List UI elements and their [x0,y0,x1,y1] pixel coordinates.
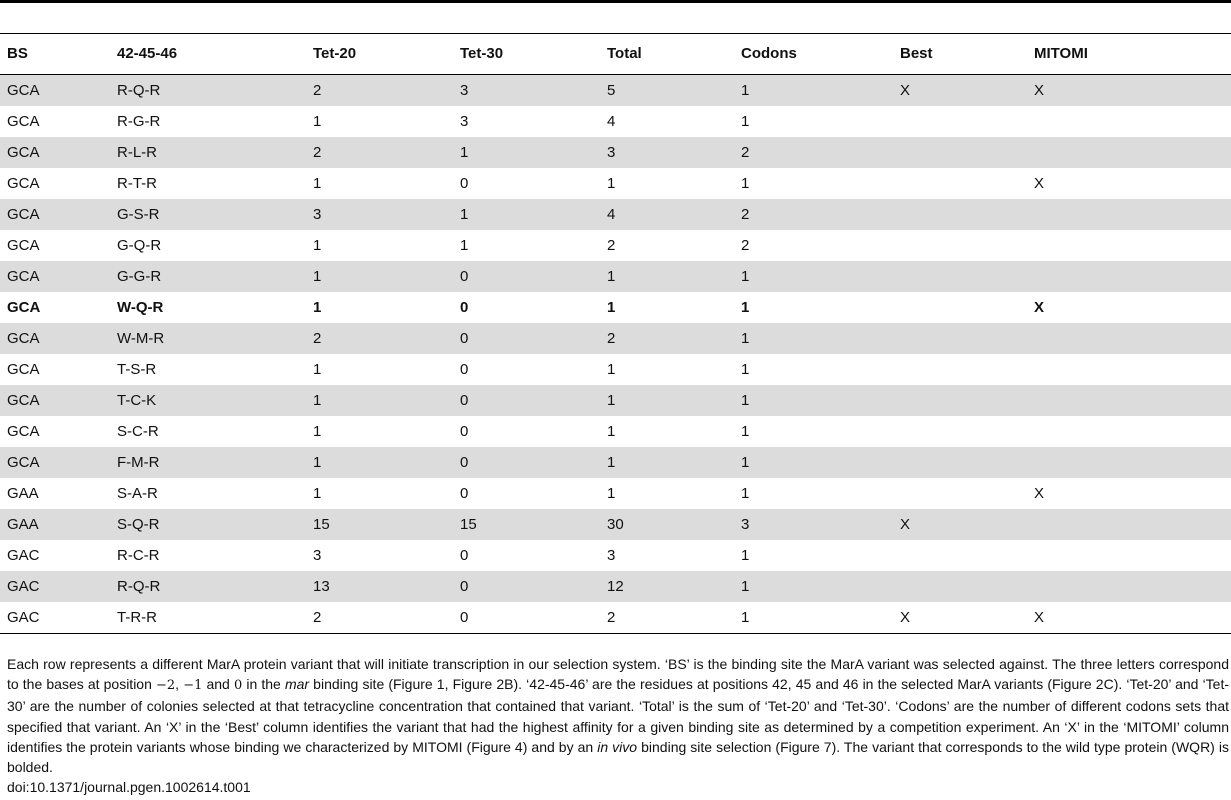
cell-bs: GAC [0,602,110,634]
cell-total: 12 [600,571,734,602]
column-header-total: Total [600,34,734,75]
cell-tet20: 1 [313,299,322,316]
cell-tet20: 1 [306,385,453,416]
table-row [0,75,1231,107]
cell-residues: G-G-R [110,261,306,292]
cell-total: 2 [600,323,734,354]
table-row [0,385,1231,416]
cell-tet20: 1 [306,261,453,292]
table-row [0,478,1231,509]
cell-total: 4 [600,199,734,230]
caption-position-3: 0 [233,678,243,694]
column-header-residues: 42-45-46 [110,34,306,75]
cell-residues: S-Q-R [110,509,306,540]
cell-tet30: 3 [460,113,469,130]
cell-codons: 1 [741,547,750,564]
cell-tet20: 1 [313,175,322,192]
table-row [0,199,1231,230]
table-row [0,447,1231,478]
cell-codons: 1 [741,361,750,378]
cell-bs: GCA [0,137,110,168]
cell-total: 2 [600,602,734,634]
cell-tet30: 0 [460,299,469,316]
cell-bs: GAC [0,571,110,602]
cell-residues: R-L-R [110,137,306,168]
column-header-mitomi: MITOMI [1027,34,1231,75]
caption-in-vivo-italic: in vivo [597,738,638,755]
column-header-codons: Codons [734,34,893,75]
cell-bs: GCA [7,113,40,130]
cell-best: X [893,602,1027,634]
cell-mitomi [1027,106,1231,137]
cell-codons: 1 [734,447,893,478]
cell-tet30: 0 [453,571,600,602]
cell-tet20: 2 [306,137,453,168]
cell-residues: R-T-R [117,175,157,192]
cell-residues: R-Q-R [110,571,306,602]
cell-best [893,230,1027,261]
table-row [0,137,1231,168]
cell-tet20: 3 [313,547,322,564]
table-row [0,354,1231,385]
cell-tet20: 1 [313,113,322,130]
cell-residues: R-C-R [117,547,160,564]
cell-mitomi [1027,137,1231,168]
cell-residues: T-C-K [110,385,306,416]
cell-codons: 1 [741,485,750,502]
cell-best: X [893,75,1027,107]
cell-codons: 1 [741,113,750,130]
cell-tet20: 13 [306,571,453,602]
cell-tet20: 2 [306,75,453,107]
cell-codons: 1 [734,323,893,354]
caption-in-the: in the [242,676,285,693]
cell-tet20: 1 [306,447,453,478]
cell-tet20: 2 [306,602,453,634]
cell-best [893,416,1027,447]
cell-bs: GCA [0,385,110,416]
cell-codons: 1 [741,175,750,192]
cell-residues: T-R-R [110,602,306,634]
cell-total: 1 [607,299,616,316]
data-table [0,34,1231,634]
caption-position-1: −2 [156,678,176,694]
table-row [0,168,1231,199]
cell-best [893,478,1027,509]
table-row [0,571,1231,602]
cell-residues: W-M-R [110,323,306,354]
cell-tet30: 0 [453,385,600,416]
cell-best: X [893,509,1027,540]
cell-bs: GCA [0,199,110,230]
cell-tet30: 0 [453,323,600,354]
table-row [0,106,1231,137]
cell-best [893,354,1027,385]
table-row [0,292,1231,323]
cell-total: 30 [600,509,734,540]
cell-total: 3 [607,547,616,564]
cell-best [893,168,1027,199]
cell-residues: G-Q-R [117,237,162,254]
table-row [0,540,1231,571]
cell-mitomi [1027,261,1231,292]
cell-total: 2 [607,237,616,254]
cell-tet30: 1 [453,199,600,230]
caption-comma: , [175,676,184,693]
cell-mitomi: X [1027,602,1231,634]
column-header-bs: BS [0,34,110,75]
cell-tet30: 0 [460,547,469,564]
cell-best [893,323,1027,354]
cell-codons: 1 [734,261,893,292]
cell-tet20: 1 [313,237,322,254]
cell-bs: GCA [0,447,110,478]
caption-text [7,654,1229,777]
table-title-band [0,3,1231,33]
cell-mitomi [1027,509,1231,540]
cell-mitomi [1027,354,1231,385]
cell-residues: R-Q-R [110,75,306,107]
cell-bs: GCA [7,361,40,378]
cell-codons: 3 [734,509,893,540]
cell-residues: W-Q-R [117,299,164,316]
cell-total: 1 [600,261,734,292]
cell-tet30: 0 [453,261,600,292]
cell-bs: GCA [0,261,110,292]
table-row [0,261,1231,292]
cell-total: 1 [600,447,734,478]
cell-mitomi [1027,230,1231,261]
cell-tet30: 1 [460,237,469,254]
cell-total: 4 [607,113,616,130]
cell-tet20: 1 [313,485,322,502]
cell-best [893,540,1027,571]
cell-total: 1 [607,485,616,502]
cell-best [893,385,1027,416]
cell-total: 1 [607,175,616,192]
cell-tet30: 15 [453,509,600,540]
cell-mitomi: X [1027,75,1231,107]
cell-best [893,447,1027,478]
cell-tet30: 0 [453,602,600,634]
table-row [0,509,1231,540]
cell-tet30: 1 [453,137,600,168]
cell-tet20: 1 [313,423,322,440]
table-row [0,416,1231,447]
caption-sentence-2: binding site (Figure 1, Figure 2B). ‘42-45-46’ are the residues at positions 42, 45 and 46 in the selected MarA variants (Figure 2C). ‘Tet-20’ and ‘Tet-30’ are the number of colonies selected at that tetracycline concentration that contained that variant. ‘Total’ is the sum of ‘Tet-20’ and ‘Tet-30’. ‘Codons’ are the number of different codons sets that specified that variant. An ‘X’ in the ‘Best’ column identifies the variant that had the highest affinity for a given binding site as determined by a competition experiment. An ‘X’ in the ‘MITOMI’ column identifies the protein variants whose binding we characterized by MITOMI (Figure 4) and by an [7,676,1230,755]
table-row [0,230,1231,261]
caption-position-2: −1 [183,678,203,694]
cell-residues: S-C-R [117,423,159,440]
cell-best [893,571,1027,602]
cell-codons: 1 [734,75,893,107]
table-caption [7,654,1229,797]
cell-bs: GAA [7,485,39,502]
table-row [0,323,1231,354]
cell-bs: GCA [7,423,40,440]
cell-bs: GCA [0,75,110,107]
cell-bs: GAC [7,547,40,564]
cell-residues: R-G-R [117,113,161,130]
cell-mitomi [1027,416,1231,447]
cell-mitomi: X [1034,299,1045,316]
cell-residues: S-A-R [117,485,158,502]
caption-mar-italic: mar [284,676,310,693]
cell-bs: GCA [7,237,40,254]
cell-codons: 1 [734,602,893,634]
cell-mitomi [1027,323,1231,354]
caption-and: and [202,676,234,693]
cell-tet30: 0 [460,423,469,440]
cell-codons: 1 [741,423,750,440]
cell-best [893,292,1027,323]
cell-mitomi [1027,199,1231,230]
column-header-best: Best [893,34,1027,75]
caption-sentence-1: Each row represents a different MarA protein variant that will initiate transcription in our selection system. ‘BS’ is the binding site the MarA variant was selected against. The three letters correspond to the bases at position [7,656,1229,693]
cell-codons: 2 [734,137,893,168]
cell-mitomi [1027,447,1231,478]
cell-bs: GCA [7,175,40,192]
caption-sentence-3: binding site selection (Figure 7). The variant that corresponds to the wild type protein (WQR) is bolded. [7,738,1229,776]
cell-bs: GAA [0,509,110,540]
cell-residues: G-S-R [110,199,306,230]
cell-total: 1 [607,361,616,378]
table-header-row [0,34,1231,75]
doi-link[interactable]: doi:10.1371/journal.pgen.1002614.t001 [7,779,251,796]
cell-best [893,261,1027,292]
cell-tet20: 3 [306,199,453,230]
cell-total: 1 [600,385,734,416]
cell-total: 5 [600,75,734,107]
cell-codons: 2 [741,237,750,254]
cell-codons: 2 [734,199,893,230]
cell-bs: GCA [0,323,110,354]
column-header-tet30: Tet-30 [453,34,600,75]
cell-codons: 1 [741,299,750,316]
table-body [0,75,1231,634]
cell-tet20: 15 [306,509,453,540]
cell-best [893,106,1027,137]
cell-residues: T-S-R [117,361,157,378]
cell-mitomi: X [1034,485,1045,502]
cell-tet20: 1 [313,361,322,378]
cell-mitomi [1027,540,1231,571]
cell-tet30: 0 [460,175,469,192]
table-row [0,602,1231,634]
column-header-tet20: Tet-20 [306,34,453,75]
cell-codons: 1 [734,571,893,602]
cell-best [893,199,1027,230]
cell-best [893,137,1027,168]
cell-residues: F-M-R [110,447,306,478]
cell-tet30: 0 [460,361,469,378]
cell-tet30: 0 [453,447,600,478]
cell-bs: GCA [7,299,41,316]
cell-tet20: 2 [306,323,453,354]
cell-mitomi [1027,385,1231,416]
cell-tet30: 3 [453,75,600,107]
cell-total: 1 [607,423,616,440]
cell-mitomi: X [1034,175,1045,192]
cell-codons: 1 [734,385,893,416]
cell-total: 3 [600,137,734,168]
cell-mitomi [1027,571,1231,602]
cell-tet30: 0 [460,485,469,502]
